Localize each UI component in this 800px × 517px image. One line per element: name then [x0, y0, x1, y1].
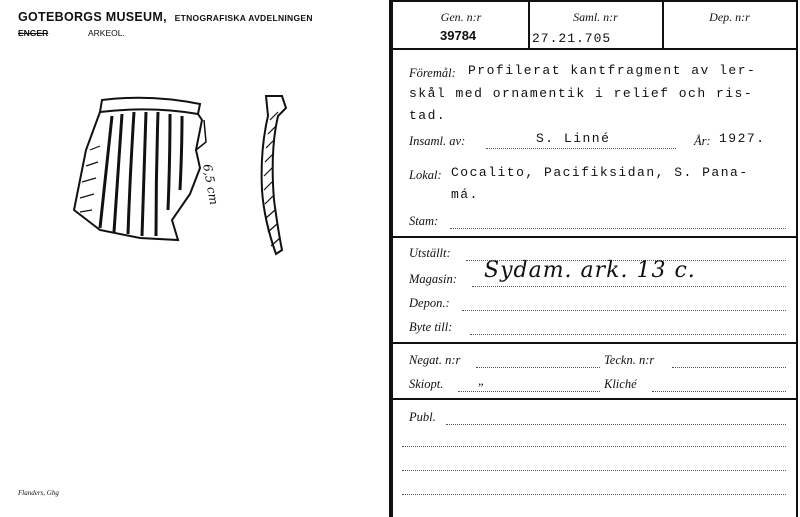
gen-label: Gen. n:r	[440, 10, 482, 24]
row-line-top	[393, 48, 798, 50]
publ-dots-4	[402, 494, 786, 495]
magasin-dots	[472, 286, 786, 287]
byte-label: Byte till:	[409, 320, 453, 334]
publ-label: Publ.	[409, 410, 436, 424]
insaml-label: Insaml. av:	[409, 134, 466, 148]
lokal-line-1: Cocalito, Pacifiksidan, S. Pana-	[451, 165, 749, 180]
scale-annotation: 6,5 cm	[200, 163, 222, 206]
row-line-lower	[393, 342, 798, 344]
lokal-label: Lokal:	[409, 168, 442, 182]
dep-label: Dep. n:r	[709, 10, 750, 24]
utstallt-label: Utställt:	[409, 246, 451, 260]
museum-name	[18, 10, 313, 24]
skiopt-mark: „	[478, 374, 485, 388]
row-line-middle	[393, 236, 798, 238]
negat-dots	[476, 367, 600, 368]
magasin-label: Magasin:	[409, 272, 457, 286]
insaml-dots	[486, 148, 676, 149]
stam-label: Stam:	[409, 214, 439, 228]
section-name: ARKEOL.	[88, 28, 125, 38]
insaml-value: S. Linné	[536, 131, 611, 146]
magasin-value: Sydam. ark. 13 c.	[484, 258, 696, 283]
saml-label: Saml. n:r	[573, 10, 618, 24]
byte-dots	[470, 334, 786, 335]
lokal-line-2: má.	[451, 187, 479, 202]
card-divider	[389, 0, 393, 517]
kliche-label: Kliché	[604, 377, 637, 391]
department-name: ETNOGRAFISKA AVDELNINGEN	[174, 13, 313, 23]
card-right-border	[796, 0, 798, 517]
gen-number: 39784	[440, 28, 477, 43]
negat-label: Negat. n:r	[409, 353, 461, 367]
struck-word: ENGER	[18, 28, 49, 38]
saml-number: 27.21.705	[532, 31, 612, 46]
skiopt-label: Skiopt.	[409, 377, 444, 391]
teckn-dots	[672, 367, 786, 368]
printer-imprint: Flanders, Gbg	[18, 489, 59, 497]
sherd-drawing	[60, 90, 300, 260]
publ-dots-1	[446, 424, 786, 425]
foremal-line-1: Profilerat kantfragment av ler-	[468, 63, 757, 78]
top-border	[393, 0, 798, 2]
depon-dots	[462, 310, 786, 311]
ar-label: År:	[694, 134, 711, 148]
foremal-line-3: tad.	[409, 108, 447, 123]
foremal-line-2: skål med ornamentik i relief och ris-	[409, 86, 754, 101]
foremal-label: Föremål:	[409, 66, 456, 80]
publ-dots-2	[402, 446, 786, 447]
ar-value: 1927.	[719, 131, 766, 146]
row-line-bottom	[393, 398, 798, 400]
museum-title: GOTEBORGS MUSEUM,	[18, 10, 167, 24]
teckn-label: Teckn. n:r	[604, 353, 655, 367]
kliche-dots	[652, 391, 786, 392]
skiopt-dots	[458, 391, 600, 392]
publ-dots-3	[402, 470, 786, 471]
stam-dots	[450, 228, 786, 229]
depon-label: Depon.:	[409, 296, 450, 310]
